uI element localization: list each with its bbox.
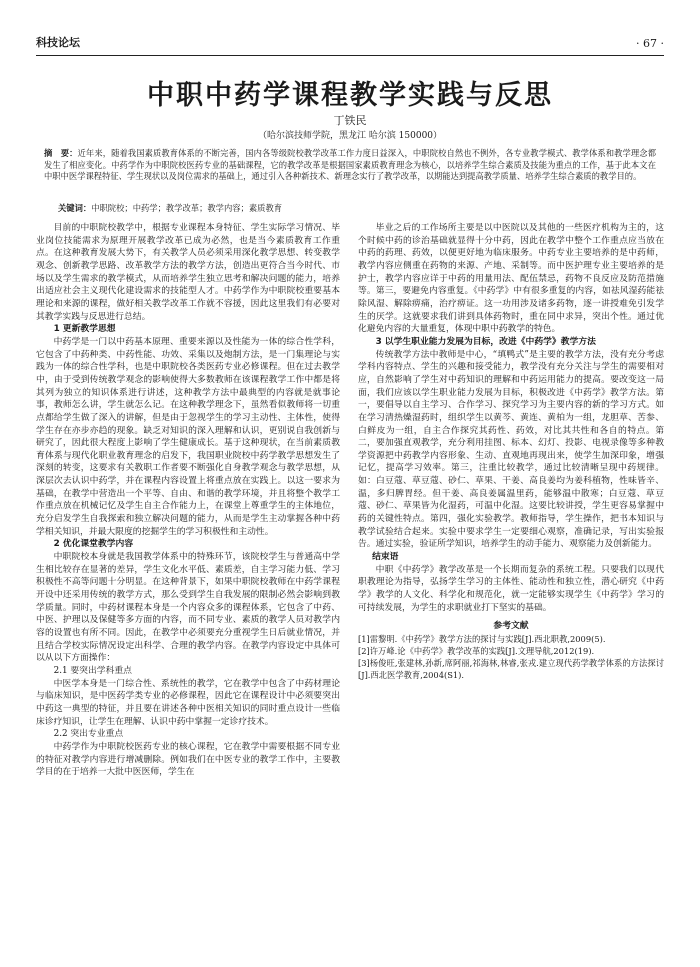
reference-item: [3]杨俊旺,张建林,孙新,席阿丽,祁海林,林睿,张戎.建立现代药学教学体系的方法探讨[J].西北医学教育,2004(S1). [358, 658, 664, 680]
journal-name: 科技论坛 [36, 36, 80, 49]
paragraph: 传统教学方法中教师是中心，“填鸭式”是主要的教学方法，没有充分考虑学科内容特点、学生的兴趣和接受能力，教学没有充分关注与学生的需要相对应，自然影响了学生对中药知识的理解和中药运用能力的提高。要改变这一局面，我们应该以学生职业能力发展为目标，积极改进《中药学》教学方法。第一，要倡导以自主学习、合作学习、探究学习为主要内容的新的学习方式。如在学习清热燥湿药时，组织学生以黄芩、黄连、黄柏为一组，龙胆草、苦参、白鲜皮为一组，自主合作探究其药性、药效，对比其共性和各自的特点。第二，要加强直观教学，充分利用挂图、标本、幻灯、投影、电视录像等多种教学资源把中药教学内容形象、生动、直观地再现出来，使学生加深印象，增强记忆，提高学习效率。第三，注重比较教学，通过比较清晰呈现中药规律。如：白豆蔻、草豆蔻、砂仁、草果、干姜、高良姜均为姜科植物，性味皆辛、温，多归脾胃经。但干姜、高良姜属温里药，能够温中散寒；白豆蔻、草豆蔻、砂仁、草果皆为化湿药，可温中化湿。这要比较讲授，学生更容易掌握中药的关键性特点。第四，强化实验教学。教师指导，学生操作，把书本知识与教学试验结合起来。实验中要求学生一定要细心观察，准确记录，写出实验报告。通过实验，验证所学知识，培养学生的动手能力、观察能力及创新能力。 [358, 349, 664, 550]
keywords [58, 203, 656, 215]
references-heading: 参考文献 [493, 621, 529, 632]
reference-item: [1]雷黎明.《中药学》教学方法的探讨与实践[J].西北职教,2009(5). [358, 634, 606, 644]
paragraph: 毕业之后的工作场所主要是以中医院以及其他的一些医疗机构为主的，这个时候中药的诊治基础就显得十分中药，因此在教学中整个工作重点应当放在中药的药理、药效，以便更好地为临床服务。中药专业主要培养的是中药师，教学内容应侧重在药物的来源、产地、采制等。而中医护理专业主要培养的是护士，教学内容应详于中药的用量用法、配伍禁忌，药物不良反应及防范措施等。第三，要避免内容重复。《中药学》中有很多重复的内容，如祛风湿药能祛除风湿、解除痹痛，治疗痹证。这一功用涉及诸多药物，逐一讲授难免引发学生的厌学。这就要求我们讲到具体药物时，重在同中求异，突出个性。通过优化避免内容的大量重复，体现中职中药教学的特色。 [358, 223, 664, 335]
abstract-text: 近年来，随着我国素质教育体系的不断完善，国内各等级院校教学改革工作力度日益深入，中职院校自然也不例外，各专业教学模式、教学体系和教学理念都发生了相应变化。中药学作为中职院校医药专业的基础课程，它的教学改革是根据国家素质教育理念为核心，以培养学生综合素质及技能为重点的工作，基于此本文在中职中医学课程特征、学生现状以及岗位需求的基础上，通过引入各种新技术、新理念实行了教学改革，以期能达到提高教学质量、培养学生综合素质的教学目的。 [44, 148, 656, 182]
subsection-heading: 2.2 突出专业重点 [53, 729, 124, 740]
paragraph: 中职《中药学》教学改革是一个长期而复杂的系统工程。只要我们以现代职教理论为指导，弘扬学生学习的主体性、能动性和独立性，潜心研究《中药学》教学的人文化、科学化和规范化，就一定能够实现学生《中药学》学习的可持续发展，为学生的求职就业打下坚实的基础。 [358, 564, 664, 613]
left-column [36, 222, 340, 946]
article-author: 丁铁民 [333, 114, 367, 127]
abstract [44, 148, 656, 183]
paragraph: 中职院校本身就是我国教学体系中的特殊环节，该院校学生与普通高中学生相比较存在显著的差异，学生文化水平低、素质差，自主学习能力低、学习积极性不高等问题十分明显。在这种背景下，如果中职院校教师在中药学课程开设中还采用传统的教学方式，那么受到学生自我发展的限制必然会影响到教学质量。同时，中药材课程本身是一个内容众多的课程体系，它包含了中药、中医、护理以及保健等多方面的内容，而不同专业、素质的教学人员对教学内容的设置也有所不同。因此，在教学中必须要充分重视学生日后就业情况，并且结合学校实际情况设定出科学、合理的教学内容。在教学内容设定中具体可以从以下方面操作： [36, 552, 340, 664]
subsection-heading: 2.1 要突出学科重点 [53, 665, 132, 676]
section-heading: 1 更新教学思想 [53, 324, 116, 335]
keywords-label: 关键词： [58, 203, 92, 213]
section-heading: 2 优化课堂教学内容 [53, 539, 134, 550]
paragraph: 中药学是一门以中药基本原理、重要来源以及性能为一体的综合性学科，它包含了中药种类、中药性能、功效、采集以及炮制方法，是一门集理论与实践为一体的综合性学科，也是中职院校各类医药专业必修课程。但在过去教学中，由于受到传统教学观念的影响使得大多数教师在该课程教学工作中都是将其列为独立的知识体系进行讲述，这种教学方法中最典型的内容就是就事论事，教师怎么讲，学生就怎么记。在这种教学理念下，虽然看似教师将一切重点都给学生做了深入的讲解，但是由于忽视学生的学习主动性、主体性，使得学生存在亦步亦趋的现象。缺乏对知识的深入理解和认识，更别说自我创新与研究了，因此很大程度上影响了学生健康成长。基于这种现状，在当前素质教育体系与现代化职业教育理念的启发下，我国职业院校中药学教学思想发生了深刻的转变，这要求有关教职工作者要不断强化自身教学观念与教学思想，从深层次去认识中药学，并在课程内容设置上将重点放在实践上。以这一要求为基础，在教学中营造出一个平等、自由、和谐的教学环境，并且将整个教学工作重点放在机械记忆及学生自主合作能力上，在课堂上尊重学生的主体地位，充分启发学生自我探索和独立解决问题的能力，从而是学生主动掌握各种中药学相关知识，并最大限度的挖掘学生的学习积极性和主动性。 [36, 336, 340, 537]
article-affiliation: （哈尔滨技师学院，黑龙江 哈尔滨 150000） [257, 131, 443, 141]
right-column-body [358, 222, 664, 614]
section-heading: 3 以学生职业能力发展为目标，改进《中药学》教学方法 [375, 336, 596, 347]
reference-item: [2]许万峰.论《中药学》教学改革的实践[J].文理导航,2012(19). [358, 646, 595, 656]
page-number: · 67 · [636, 37, 664, 50]
right-column [358, 222, 664, 946]
keywords-text: 中职院校；中药学；教学改革；教学内容；素质教育 [91, 203, 283, 213]
paragraph: 目前的中职院校教学中，根据专业课程本身特征、学生实际学习情况、毕业岗位技能需求为原理开展教学改革已成为必然，也是当今素质教育工作重点。在这种教育发展大势下，有关教学人员必须采用深化教学思想、转变教学观念、创新教学思路、改革教学方法的教学方法，创造出更符合当今时代、市场以及学生需求的教学模式，从而培养学生独立思考和解决问题的能力，培养出适应社会主义现代化建设需求的技能型人才。中药学作为中职院校重要基本理论和来源的课程，做好相关教学改革工作就不容援，因此这里我们有必要对其教学实践与反思进行总结。 [36, 223, 340, 322]
abstract-label: 摘 要： [44, 148, 78, 158]
running-head [36, 30, 664, 50]
references [358, 620, 664, 681]
paragraph: 中医学本身是一门综合性、系统性的教学，它在教学中包含了中药材理论与临床知识，是中医药学类专业的必修课程，因此它在课程设计中必须要突出中药这一典型的特征，并且要在讲述各种中医相关知识的同时重点设计一些临床诊疗知识，让学生在理解、认识中药中掌握一定诊疗技术。 [36, 678, 340, 727]
article-title: 中职中药学课程教学实践与反思 [147, 80, 553, 111]
reference-list [358, 633, 664, 681]
section-heading: 结束语 [372, 552, 399, 563]
header-rule [36, 55, 664, 56]
paragraph: 中药学作为中职院校医药专业的核心课程，它在教学中需要根据不同专业的特征对教学内容进行增减删除。例如我们在中医专业的教学工作中，主要教学目的在于培养一大批中医医师，学生在 [36, 741, 340, 778]
